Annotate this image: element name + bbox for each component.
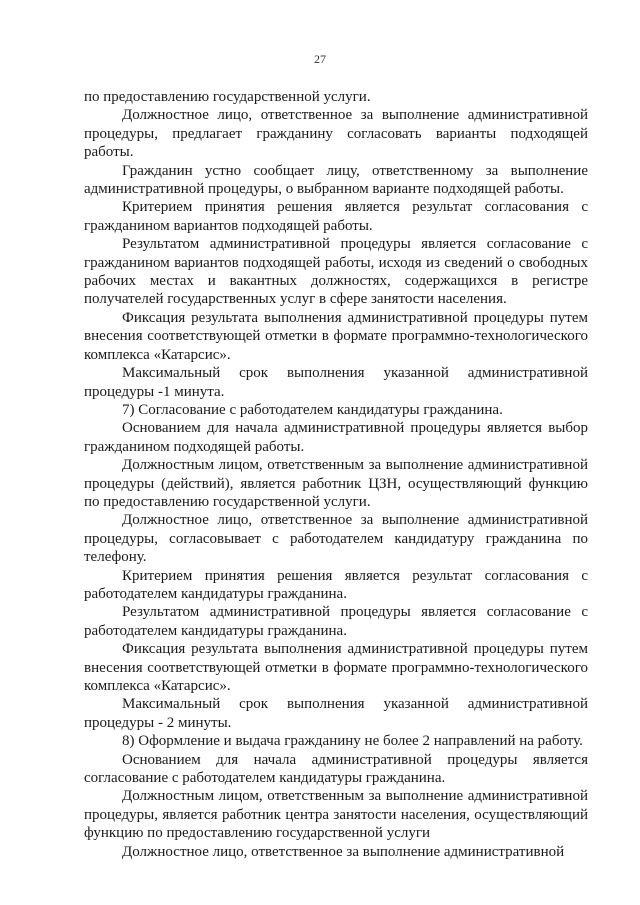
paragraph: Должностное лицо, ответственное за выполнение административной процедуры, предлагает гражданину согласовать варианты подходящей работы. [84,107,588,161]
section-heading: 8) Оформление и выдача гражданину не более 2 направлений на работу. [122,733,583,750]
paragraph: Должностное лицо, ответственное за выполнение административной процедуры, согласовывает с работодателем кандидатуру гражданина по телефону. [84,512,588,566]
paragraph: Фиксация результата выполнения административной процедуры путем внесения соответствующей отметки в формате программно-технологического комплекса «Катарсис». [84,309,588,363]
paragraph: Основанием для начала административной процедуры является выбор гражданином подходящей работы. [84,420,588,455]
paragraph: Критерием принятия решения является результат согласования с гражданином вариантов подходящей работы. [84,199,588,234]
paragraph: Результатом административной процедуры является согласование с гражданином вариантов подходящей работы, исходя из сведений о свободных рабочих местах и вакантных должностях, содержащихся в регистре получателей государственных услуг в сфере занятости населения. [84,236,588,308]
paragraph: Должностным лицом, ответственным за выполнение административной процедуры, является работник центра занятости населения, осуществляющий функцию по предоставлению государственной услуги [84,788,588,842]
paragraph: Должностное лицо, ответственное за выполнение административной [122,843,565,860]
paragraph: Гражданин устно сообщает лицу, ответственному за выполнение административной процедуры, о выбранном варианте подходящей работы. [84,162,588,198]
paragraph: Максимальный срок выполнения указанной административной процедуры -1 минута. [84,365,588,400]
paragraph: Фиксация результата выполнения административной процедуры путем внесения соответствующей отметки в формате программно-технологического комплекса «Катарсис». [84,641,588,694]
paragraph: Максимальный срок выполнения указанной административной процедуры - 2 минуты. [84,696,588,731]
paragraph: Критерием принятия решения является результат согласования с работодателем кандидатуры гражданина. [84,567,588,602]
paragraph: Результатом административной процедуры является согласование с работодателем кандидатуры гражданина. [84,604,588,639]
paragraph-continuation: по предоставлению государственной услуги. [84,89,371,105]
paragraph: Основанием для начала административной процедуры является согласование с работодателем кандидатуры гражданина. [84,751,588,787]
section-heading: 7) Согласование с работодателем кандидатуры гражданина. [122,401,503,418]
page-number: 27 [314,52,326,66]
document-body [84,88,588,861]
paragraph: Должностным лицом, ответственным за выполнение административной процедуры (действий), является работник ЦЗН, осуществляющий функцию по предоставлению государственной услуги. [84,457,588,510]
